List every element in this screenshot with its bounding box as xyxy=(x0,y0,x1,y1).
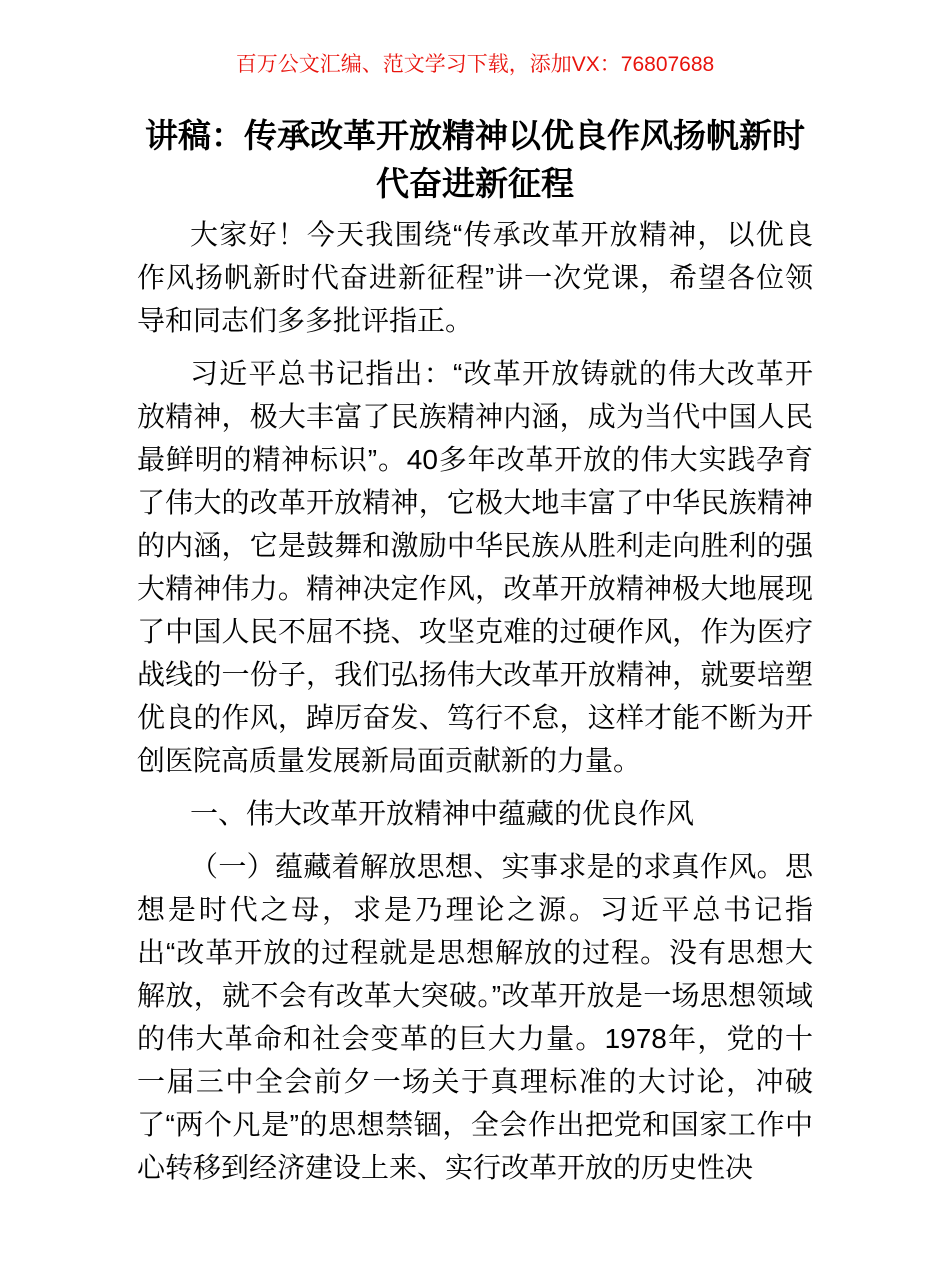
document-title-line-2: 代奋进新征程 xyxy=(376,165,574,202)
paragraph-greeting: 大家好！今天我围绕“传承改革开放精神，以优良作风扬帆新时代奋进新征程”讲一次党课，希望各位领导和同志们多多批评指正。 xyxy=(137,219,813,336)
section-heading-1: 一、伟大改革开放精神中蕴藏的优良作风 xyxy=(190,798,695,829)
document-body xyxy=(137,213,813,1189)
paragraph-xi-quote-spirit: 习近平总书记指出：“改革开放铸就的伟大改革开放精神，极大丰富了民族精神内涵，成为当代中国人民最鲜明的精神标识”。40多年改革开放的伟大实践孕育了伟大的改革开放精神，它极大地丰富了中华民族精神的内涵，它是鼓舞和激励中华民族从胜利走向胜利的强大精神伟力。精神决定作风，改革开放精神极大地展现了中国人民不屈不挠、攻坚克难的过硬作风，作为医疗战线的一份子，我们弘扬伟大改革开放精神，就要培塑优良的作风，踔厉奋发、笃行不怠，这样才能不断为开创医院高质量发展新局面贡献新的力量。 xyxy=(137,358,813,776)
paragraph-subsection-1-truth-seeking: （一）蕴藏着解放思想、实事求是的求真作风。思想是时代之母，求是乃理论之源。习近平总书记指出“改革开放的过程就是思想解放的过程。没有思想大解放，就不会有改革大突破。”改革开放是一场思想领域的伟大革命和社会变革的巨大力量。1978年，党的十一届三中全会前夕一场关于真理标准的大讨论，冲破了“两个凡是”的思想禁锢，全会作出把党和国家工作中心转移到经济建设上来、实行改革开放的历史性决 xyxy=(137,851,813,1183)
document-page xyxy=(0,52,950,1282)
document-title-line-1: 讲稿：传承改革开放精神以优良作风扬帆新时 xyxy=(145,117,805,154)
promo-watermark-text: 百万公文汇编、范文学习下载，添加VX：76807688 xyxy=(235,53,715,76)
document-title xyxy=(137,112,813,208)
